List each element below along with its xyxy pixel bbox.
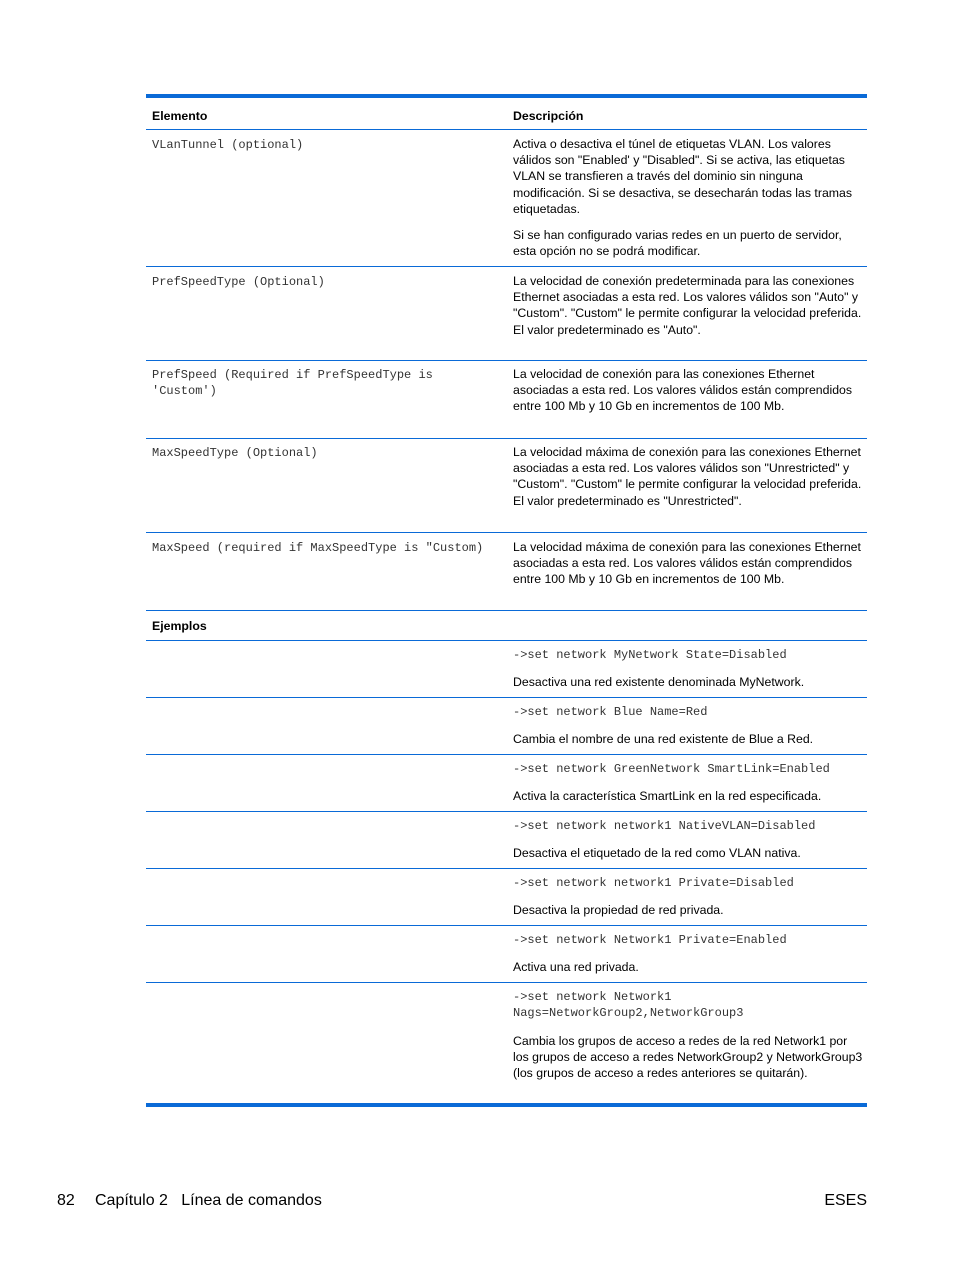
example-command: ->set network Network1 Nags=NetworkGroup2,NetworkGroup3 [513,990,744,1021]
example-row [146,698,867,755]
param-name: MaxSpeedType (Optional) [152,446,318,460]
examples-header-row [146,611,867,641]
table-row [146,439,867,533]
param-name: PrefSpeed (Required if PrefSpeedType is 'Custom') [152,368,441,399]
param-description: La velocidad de conexión para las conexiones Ethernet asociadas a esta red. Los valores válidos están comprendidos entre 100 Mb y 10 Gb en incrementos de 100 Mb. [513,367,853,414]
example-description: Desactiva la propiedad de red privada. [513,903,724,918]
example-description: Activa la característica SmartLink en la red especificada. [513,789,822,804]
table-row [146,361,867,439]
examples-label: Ejemplos [152,619,207,633]
description-paragraph: Si se han configurado varias redes en un puerto de servidor, esta opción no se podrá modificar. [513,228,842,259]
locale-code: ESES [824,1192,867,1209]
example-command: ->set network Blue Name=Red [513,705,708,719]
example-description: Cambia los grupos de acceso a redes de la red Network1 por los grupos de acceso a redes NetworkGroup2 y NetworkGroup3 (los grupos de acceso a redes anteriores se quitarán). [513,1033,863,1080]
page-number: 82 [57,1192,75,1209]
example-row [146,755,867,812]
example-description: Desactiva el etiquetado de la red como VLAN nativa. [513,846,801,861]
example-command: ->set network GreenNetwork SmartLink=Enabled [513,762,830,776]
table-row [146,130,867,267]
example-description: Desactiva una red existente denominada MyNetwork. [513,675,805,690]
example-row [146,812,867,869]
example-command: ->set network network1 NativeVLAN=Disabled [513,819,816,833]
param-name: VLanTunnel (optional) [152,138,304,152]
example-command: ->set network Network1 Private=Enabled [513,933,787,947]
param-description: La velocidad máxima de conexión para las conexiones Ethernet asociadas a esta red. Los valores válidos son "Unrestricted" y "Custom". "Custom" le permite configurar la velocidad preferida. El valor predeterminado es "Unrestricted". [513,445,862,508]
example-command: ->set network MyNetwork State=Disabled [513,648,787,662]
parameters-table [146,94,867,1107]
example-row [146,641,867,698]
example-row [146,983,867,1103]
param-name: MaxSpeed (required if MaxSpeedType is "Custom) [152,541,484,555]
example-row [146,926,867,983]
param-description: La velocidad de conexión predeterminada para las conexiones Ethernet asociadas a esta red. Los valores válidos son "Auto" y "Custom". "Custom" le permite configurar la velocidad preferida. El valor predeterminado es "Auto". [513,274,862,337]
header-descripcion: Descripción [513,109,584,123]
param-description [507,130,867,266]
param-description: La velocidad máxima de conexión para las conexiones Ethernet asociadas a esta red. Los valores válidos están comprendidos entre 100 Mb y 10 Gb en incrementos de 100 Mb. [513,540,861,587]
example-description: Activa una red privada. [513,960,639,975]
table-header-row [146,98,867,130]
header-elemento: Elemento [152,109,208,123]
description-paragraph: Activa o desactiva el túnel de etiquetas VLAN. Los valores válidos son "Enabled' y "Disabled". Si se activa, las etiquetas VLAN se transfieren a través del dominio sin ninguna modificación. Si se desactiva, se desecharán todas las tramas etiquetadas. [513,137,853,216]
param-name: PrefSpeedType (Optional) [152,275,325,289]
table-row [146,533,867,611]
table-row [146,267,867,361]
chapter-title: Capítulo 2 Línea de comandos [95,1192,322,1209]
example-command: ->set network network1 Private=Disabled [513,876,794,890]
example-row [146,869,867,926]
example-description: Cambia el nombre de una red existente de Blue a Red. [513,732,814,747]
